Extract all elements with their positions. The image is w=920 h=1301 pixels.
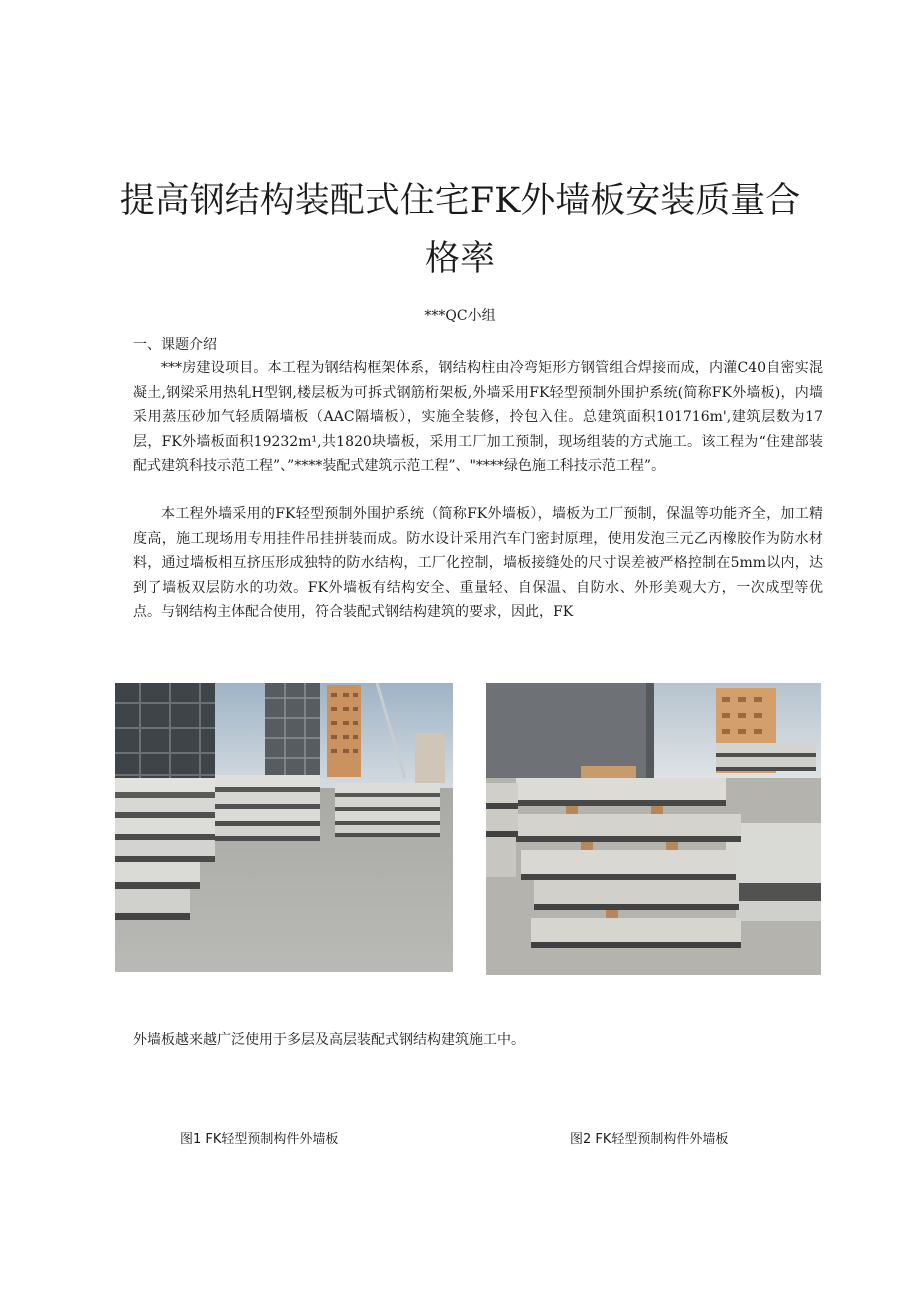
author-line: ***QC小组	[424, 308, 496, 324]
paragraph-project-intro: ***房建设项目。本工程为钢结构框架体系，钢结构柱由冷弯矩形方钢管组合焊接而成，内灌C40自密实混凝土,钢梁采用热轧H型钢,楼层板为可拆式钢筋桁架板,外墙采用FK轻型预制外围护系统(简称FK外墙板)，内墙采用蒸压砂加气轻质隔墙板（AAC隔墙板），实施全装修，拎包入住。总建筑面积101716m',建筑层数为17层，FK外墙板面积19232m¹,共1820块墙板，采用工厂加工预制，现场组装的方式施工。该工程为“住建部装配式建筑科技示范工程”、”****装配式建筑示范工程”、"****绿色施工科技示范工程”。	[133, 360, 823, 474]
page-title: 提高钢结构装配式住宅FK外墙板安装质量合格率	[119, 181, 801, 279]
figure-1-caption: 图1 FK轻型预制构件外墙板	[180, 1132, 339, 1147]
paragraph-fk-system: 本工程外墙采用的FK轻型预制外围护系统（简称FK外墙板），墙板为工厂预制，保温等功能齐全，加工精度高，施工现场用专用挂件吊挂拼装而成。防水设计采用汽车门密封原理，使用发泡三元乙丙橡胶作为防水材料，通过墙板相互挤压形成独特的防水结构，工厂化控制，墙板接缝处的尺寸误差被严格控制在5mm以内，达到了墙板双层防水的功效。FK外墙板有结构安全、重量轻、自保温、自防水、外形美观大方，一次成型等优点。与钢结构主体配合使用，符合装配式钢结构建筑的要求，因此，FK	[133, 506, 823, 620]
figure-2-photo	[486, 683, 821, 975]
figure-2-caption: 图2 FK轻型预制构件外墙板	[570, 1132, 729, 1147]
paragraph-conclusion: 外墙板越来越广泛使用于多层及高层装配式钢结构建筑施工中。	[133, 1032, 525, 1048]
figure-1-photo	[115, 683, 453, 972]
section-heading: 一、课题介绍	[133, 337, 217, 353]
